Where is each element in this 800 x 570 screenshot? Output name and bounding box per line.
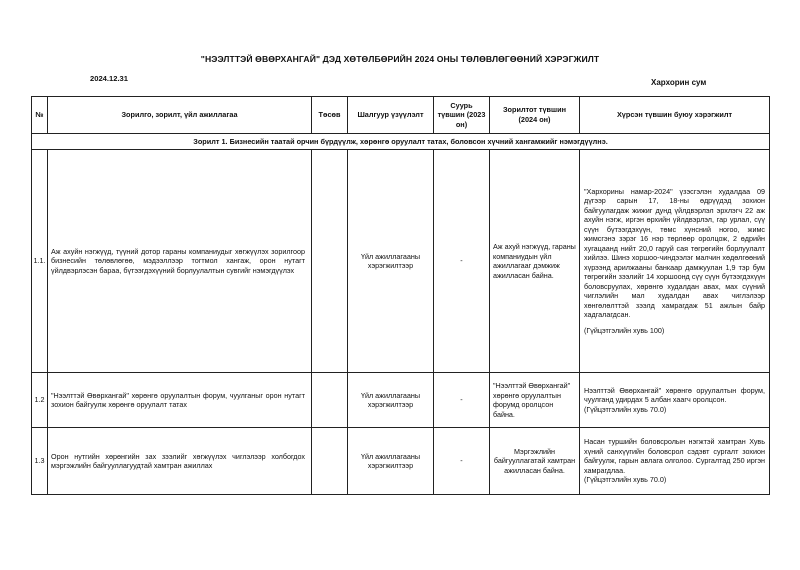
row-target: Мэргэжлийн байгууллагатай хамтран ажилласан байна. — [490, 428, 580, 495]
row-budget — [312, 428, 348, 495]
row-activity: "Нээлттэй Өвөрхангай" хөрөнгө оруулалтын форум, чуулганыг орон нутагт зохион байгуулж хөрөнгө оруулалт татах — [48, 373, 312, 428]
table-row — [32, 150, 770, 373]
row-activity: Орон нутгийн хөрөнгийн зах зээлийг хөгжүүлэх чиглэлээр холбогдох мэргэжлийн байгууллагуудтай хамтран ажиллах — [48, 428, 312, 495]
table-row — [32, 428, 770, 495]
report-date: 2024.12.31 — [90, 74, 129, 83]
row-percent: (Гүйцэтгэлийн хувь 70.0) — [584, 475, 667, 485]
row-percent: (Гүйцэтгэлийн хувь 100) — [584, 325, 665, 335]
row-indicator: Үйл ажиллагааны хэрэгжилтээр — [348, 373, 434, 428]
table-row — [32, 373, 770, 428]
row-budget — [312, 150, 348, 373]
row-result — [580, 428, 770, 495]
row-result-text: "Хархорины намар-2024" үзэсгэлэн худалдаа 09 дүгээр сарын 17, 18-ны өдрүүдэд зохион байгуулагдаж жижиг дунд үйлдвэрлэл эрхлэгч 22 аж ахуйн нэгж, иргэн өрхийн үйлдвэрлэл, гар урлал, сүү сүүн бүтээгдэхүүн, төмс хүнсний ногоо, жимс жимсгэнэ зэрэг 16 нэр төрлөөр оролцож, 2 өдрийн хугацаанд нийт 20,0 гаруй сая төгрөгийн борлуулалт хийлээ. Шинэ хоршоо-чиндээлэг малчин хөдөлгөөний хүрээнд арилжааны банкаар дамжуулан 1,9 тэр бум төгрөгийн зээлийг 14 хоршоонд сүү сүүн бүтээгдэхүүн боловсруулах, хөрөнгө худалдан авах, мах сүүний чиглэлийн мал худалдан авах чиглэлээр хөнгөлөлттэй зээлд хамрагдаж 51 ажлын байр хадгалагдсан. — [584, 186, 765, 320]
row-number: 1.3 — [32, 428, 48, 495]
row-number: 1.2 — [32, 373, 48, 428]
row-budget — [312, 373, 348, 428]
row-indicator: Үйл ажиллагааны хэрэгжилтээр — [348, 150, 434, 373]
header-budget: Төсөв — [312, 97, 348, 134]
row-number: 1.1. — [32, 150, 48, 373]
row-result-text: Насан туршийн боловсролын нэгжтэй хамтран Хувь хүний санхүүгийн боловсрол сэдэвт сургалт зохион байгуулж, гарын авлага олголоо. Сургалтад 250 иргэн хамрагдлаа. — [584, 437, 765, 475]
row-result — [580, 373, 770, 428]
row-result — [580, 150, 770, 373]
row-activity: Аж ахуйн нэгжүүд, түүний дотор гараны компаниудыг хөгжүүлэх зорилгоор бизнесийн төлөвлөгөө, мэдээллээр тогтмол хангаж, орон нутагт үйлдвэрлэсэн бараа, бүтээгдэхүүний борлуулалтын сувгийг нэмэгдүүлэх — [48, 150, 312, 373]
header-target: Зорилтот түвшин (2024 он) — [490, 97, 580, 134]
header-indicator: Шалгуур үзүүлэлт — [348, 97, 434, 134]
row-percent: (Гүйцэтгэлийн хувь 70.0) — [584, 404, 667, 414]
goal-row — [32, 134, 770, 150]
header-baseline: Суурь түвшин (2023 он) — [434, 97, 490, 134]
row-target: "Нээлттэй Өвөрхангай" хөрөнгө оруулалтын форумд оролцсон байна. — [490, 373, 580, 428]
row-baseline: - — [434, 373, 490, 428]
place-name: Хархорин сум — [651, 78, 707, 87]
goal-text: Зорилт 1. Бизнесийн таатай орчин бүрдүүлж, хөрөнгө оруулалт татах, боловсон хүчний хангамжийг нэмэгдүүлнэ. — [32, 134, 770, 150]
row-result-text: Нээлттэй Өвөрхангай" хөрөнгө оруулалтын форум, чуулганд удирдах 5 албан хаагч оролцсон. — [584, 385, 765, 405]
row-indicator: Үйл ажиллагааны хэрэгжилтээр — [348, 428, 434, 495]
plan-table — [31, 96, 770, 495]
header-result: Хүрсэн түвшин буюу хэрэгжилт — [580, 97, 770, 134]
row-baseline: - — [434, 150, 490, 373]
table-header-row — [32, 97, 770, 134]
document-title: "НЭЭЛТТЭЙ ӨВӨРХАНГАЙ" ДЭД ХӨТӨЛБӨРИЙН 2024 ОНЫ ТӨЛӨВЛӨГӨӨНИЙ ХЭРЭГЖИЛТ — [200, 54, 600, 64]
header-activity: Зорилго, зорилт, үйл ажиллагаа — [48, 97, 312, 134]
row-target: Аж ахуй нэгжүүд, гараны компаниудын үйл ажиллагааг дэмжиж ажилласан байна. — [490, 150, 580, 373]
header-number: № — [32, 97, 48, 134]
row-baseline: - — [434, 428, 490, 495]
